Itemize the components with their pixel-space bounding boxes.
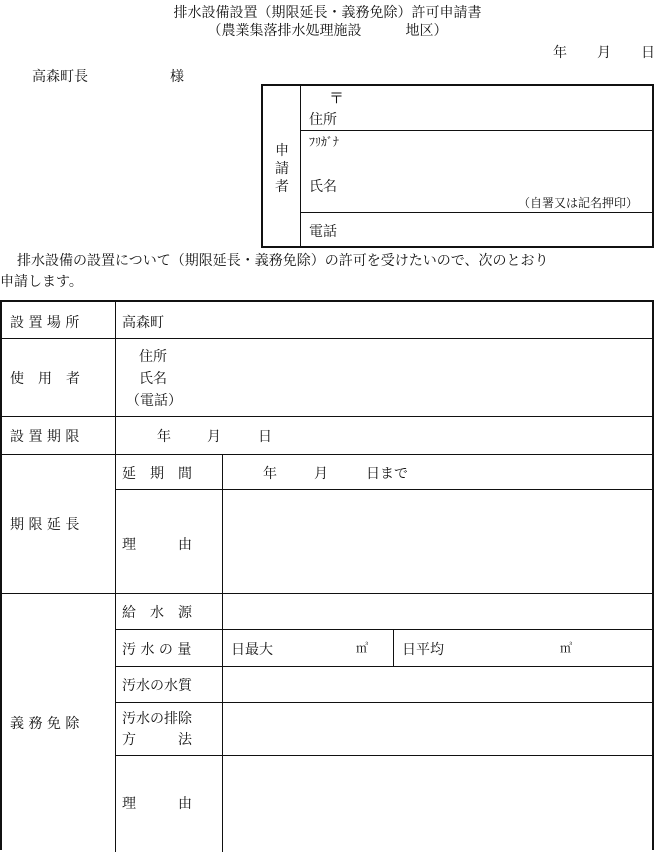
deadline-label: 設 置 期 限 xyxy=(10,429,80,445)
user-name-label: 氏名 xyxy=(139,371,167,387)
intro-paragraph xyxy=(0,251,655,293)
document-subtitle xyxy=(0,20,655,40)
date-month: 月 xyxy=(597,45,611,61)
user-label: 使 用 者 xyxy=(10,371,80,387)
addressee-honorific: 様 xyxy=(170,69,184,85)
application-date xyxy=(523,42,655,62)
location-label: 設 置 場 所 xyxy=(10,315,80,331)
exemption-label: 義 務 免 除 xyxy=(10,716,80,732)
daily-max-unit: ㎥ xyxy=(356,641,369,655)
application-table xyxy=(0,300,654,850)
deadline-month[interactable]: 月 xyxy=(207,429,221,445)
applicant-label: 申請者 xyxy=(275,143,289,195)
extension-label: 期 限 延 長 xyxy=(10,517,80,533)
extension-period-label: 延 期 間 xyxy=(122,466,192,482)
sewage-disposal-label: 汚水の排除 xyxy=(122,711,192,727)
extension-reason-field[interactable] xyxy=(223,490,652,593)
date-year: 年 xyxy=(553,45,567,61)
row-divider xyxy=(2,416,652,417)
extension-month[interactable]: 月 xyxy=(314,466,328,482)
sewage-volume-label: 汚 水 の 量 xyxy=(122,642,192,658)
water-source-label: 給 水 源 xyxy=(122,605,192,621)
postal-mark: 〒 xyxy=(329,89,345,107)
extension-reason-label: 理 由 xyxy=(122,537,192,553)
intro-line-1: 排水設備の設置について（期限延長・義務免除）の許可を受けたいので、次のとおり xyxy=(17,253,549,269)
intro-line-2: 申請します。 xyxy=(0,274,83,290)
subtitle-district: 地区） xyxy=(405,23,448,39)
user-address-label: 住所 xyxy=(139,349,167,365)
water-source-field[interactable] xyxy=(223,594,652,629)
extension-until[interactable]: 日まで xyxy=(366,466,408,482)
column-divider xyxy=(393,629,394,666)
user-phone-label: （電話） xyxy=(126,393,182,409)
applicant-address-row[interactable] xyxy=(301,86,652,131)
address-label: 住所 xyxy=(309,112,337,128)
row-divider xyxy=(2,338,652,339)
location-value[interactable]: 高森町 xyxy=(122,315,164,331)
addressee-name: 高森町長 xyxy=(32,69,88,85)
document-title: 排水設備設置（期限延長・義務免除）許可申請書 xyxy=(173,5,482,21)
daily-max-label[interactable]: 日最大 xyxy=(231,642,273,658)
sewage-quality-field[interactable] xyxy=(223,667,652,702)
seal-note: （自署又は記名押印） xyxy=(517,196,638,210)
column-divider xyxy=(115,302,116,852)
furigana-label: ﾌﾘｶﾞﾅ xyxy=(309,135,340,149)
applicant-phone-row[interactable] xyxy=(301,213,652,246)
sewage-disposal-label-2: 方 法 xyxy=(122,732,192,748)
sewage-quality-label: 汚水の水質 xyxy=(122,678,192,694)
daily-avg-label[interactable]: 日平均 xyxy=(402,642,444,658)
phone-label: 電話 xyxy=(309,224,337,240)
daily-avg-unit: ㎥ xyxy=(560,641,573,655)
row-divider xyxy=(115,629,652,630)
deadline-year[interactable]: 年 xyxy=(157,429,171,445)
date-day: 日 xyxy=(641,45,655,61)
sewage-disposal-field[interactable] xyxy=(223,703,652,755)
applicant-label-cell xyxy=(263,86,301,246)
subtitle-facility: （農業集落排水処理施設 xyxy=(207,23,362,39)
applicant-name-row[interactable] xyxy=(301,131,652,213)
extension-year[interactable]: 年 xyxy=(263,466,277,482)
name-label: 氏名 xyxy=(309,179,337,195)
exemption-reason-field[interactable] xyxy=(223,756,652,852)
deadline-day[interactable]: 日 xyxy=(258,429,272,445)
exemption-reason-label: 理 由 xyxy=(122,796,192,812)
row-divider xyxy=(2,454,652,455)
applicant-box xyxy=(261,84,654,248)
addressee xyxy=(32,66,184,86)
